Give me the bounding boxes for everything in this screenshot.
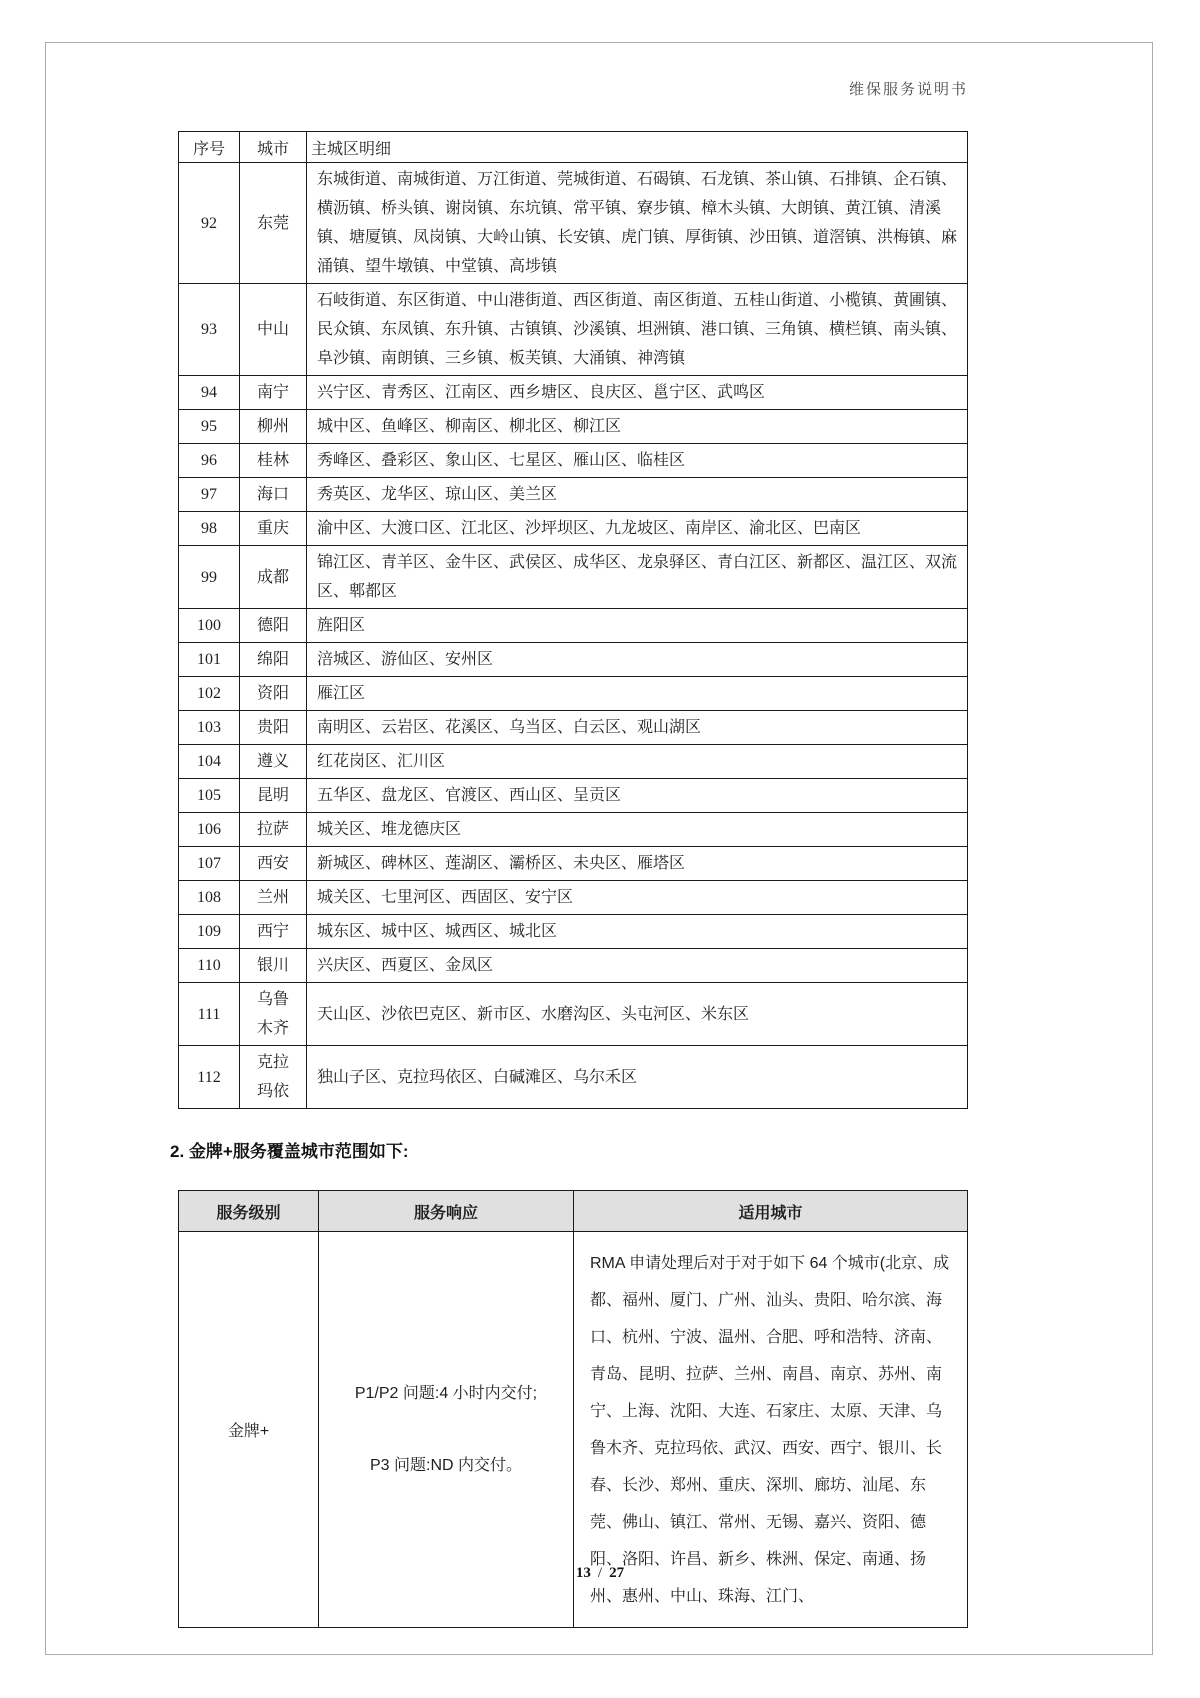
row-districts: 兴庆区、西夏区、金凤区	[307, 949, 968, 983]
row-districts: 五华区、盘龙区、官渡区、西山区、呈贡区	[307, 779, 968, 813]
table-row	[179, 410, 968, 444]
row-city: 东莞	[240, 163, 307, 284]
table-row	[179, 711, 968, 745]
row-city: 银川	[240, 949, 307, 983]
applicable-cities-cell: RMA 申请处理后对于对于如下 64 个城市(北京、成都、福州、厦门、广州、汕头、贵阳、哈尔滨、海口、杭州、宁波、温州、合肥、呼和浩特、济南、青岛、昆明、拉萨、兰州、南昌、南京、苏州、南宁、上海、沈阳、大连、石家庄、太原、天津、乌鲁木齐、克拉玛依、武汉、西安、西宁、银川、长春、长沙、郑州、重庆、深圳、廊坊、汕尾、东莞、佛山、镇江、常州、无锡、嘉兴、资阳、德阳、洛阳、许昌、新乡、株洲、保定、南通、扬州、惠州、中山、珠海、江门、	[574, 1232, 968, 1628]
row-number: 99	[179, 546, 240, 609]
table-row	[179, 643, 968, 677]
row-city: 克拉玛依	[240, 1046, 307, 1109]
row-city: 遵义	[240, 745, 307, 779]
service-level-cell: 金牌+	[179, 1232, 319, 1628]
col-header-detail: 主城区明细	[307, 132, 968, 163]
row-districts: 涪城区、游仙区、安州区	[307, 643, 968, 677]
row-number: 111	[179, 983, 240, 1046]
row-districts: 锦江区、青羊区、金牛区、武侯区、成华区、龙泉驿区、青白江区、新都区、温江区、双流区、郫都区	[307, 546, 968, 609]
row-city: 绵阳	[240, 643, 307, 677]
row-districts: 城中区、鱼峰区、柳南区、柳北区、柳江区	[307, 410, 968, 444]
row-districts: 石岐街道、东区街道、中山港街道、西区街道、南区街道、五桂山街道、小榄镇、黄圃镇、民众镇、东凤镇、东升镇、古镇镇、沙溪镇、坦洲镇、港口镇、三角镇、横栏镇、南头镇、阜沙镇、南朗镇、三乡镇、板芙镇、大涌镇、神湾镇	[307, 284, 968, 376]
table-row	[179, 881, 968, 915]
table-row	[179, 512, 968, 546]
row-districts: 城关区、堆龙德庆区	[307, 813, 968, 847]
row-number: 108	[179, 881, 240, 915]
row-districts: 南明区、云岩区、花溪区、乌当区、白云区、观山湖区	[307, 711, 968, 745]
table-row	[179, 677, 968, 711]
row-districts: 城东区、城中区、城西区、城北区	[307, 915, 968, 949]
table-row	[179, 478, 968, 512]
row-city: 柳州	[240, 410, 307, 444]
page-total: 27	[609, 1565, 625, 1581]
row-city: 德阳	[240, 609, 307, 643]
row-districts: 秀峰区、叠彩区、象山区、七星区、雁山区、临桂区	[307, 444, 968, 478]
row-number: 92	[179, 163, 240, 284]
city-table-body	[179, 163, 968, 1109]
row-number: 97	[179, 478, 240, 512]
row-districts: 秀英区、龙华区、琼山区、美兰区	[307, 478, 968, 512]
col-header-service-response: 服务响应	[319, 1191, 574, 1232]
table-row	[179, 609, 968, 643]
table-row	[179, 376, 968, 410]
table-row	[179, 745, 968, 779]
row-districts: 东城街道、南城街道、万江街道、莞城街道、石碣镇、石龙镇、茶山镇、石排镇、企石镇、横沥镇、桥头镇、谢岗镇、东坑镇、常平镇、寮步镇、樟木头镇、大朗镇、黄江镇、清溪镇、塘厦镇、凤岗镇、大岭山镇、长安镇、虎门镇、厚街镇、沙田镇、道滘镇、洪梅镇、麻涌镇、望牛墩镇、中堂镇、高埗镇	[307, 163, 968, 284]
row-city: 西安	[240, 847, 307, 881]
col-header-no: 序号	[179, 132, 240, 163]
row-city: 拉萨	[240, 813, 307, 847]
col-header-service-level: 服务级别	[179, 1191, 319, 1232]
table-row	[179, 813, 968, 847]
row-city: 南宁	[240, 376, 307, 410]
table-row	[179, 546, 968, 609]
row-number: 93	[179, 284, 240, 376]
page-separator: /	[597, 1565, 603, 1581]
row-city: 西宁	[240, 915, 307, 949]
table-row	[179, 983, 968, 1046]
table-row	[179, 779, 968, 813]
row-number: 98	[179, 512, 240, 546]
row-city: 重庆	[240, 512, 307, 546]
row-number: 102	[179, 677, 240, 711]
row-number: 95	[179, 410, 240, 444]
row-districts: 旌阳区	[307, 609, 968, 643]
row-city: 海口	[240, 478, 307, 512]
row-number: 96	[179, 444, 240, 478]
row-number: 106	[179, 813, 240, 847]
row-number: 103	[179, 711, 240, 745]
row-number: 94	[179, 376, 240, 410]
row-districts: 雁江区	[307, 677, 968, 711]
col-header-city: 城市	[240, 132, 307, 163]
row-number: 105	[179, 779, 240, 813]
table2-header-row	[179, 1191, 968, 1232]
row-city: 昆明	[240, 779, 307, 813]
row-city: 贵阳	[240, 711, 307, 745]
row-districts: 新城区、碑林区、莲湖区、灞桥区、未央区、雁塔区	[307, 847, 968, 881]
row-districts: 天山区、沙依巴克区、新市区、水磨沟区、头屯河区、米东区	[307, 983, 968, 1046]
row-number: 104	[179, 745, 240, 779]
table-row	[179, 949, 968, 983]
row-city: 乌鲁木齐	[240, 983, 307, 1046]
table-row	[179, 163, 968, 284]
row-districts: 红花岗区、汇川区	[307, 745, 968, 779]
table-row	[179, 444, 968, 478]
row-city: 成都	[240, 546, 307, 609]
page-content	[170, 0, 968, 1628]
table-row	[179, 915, 968, 949]
row-number: 109	[179, 915, 240, 949]
row-number: 112	[179, 1046, 240, 1109]
row-number: 110	[179, 949, 240, 983]
row-city: 中山	[240, 284, 307, 376]
row-number: 101	[179, 643, 240, 677]
row-city: 兰州	[240, 881, 307, 915]
table1-header-row	[179, 132, 968, 163]
row-districts: 独山子区、克拉玛依区、白碱滩区、乌尔禾区	[307, 1046, 968, 1109]
page-current: 13	[575, 1565, 591, 1581]
doc-title: 维保服务说明书	[848, 82, 968, 98]
row-districts: 城关区、七里河区、西固区、安宁区	[307, 881, 968, 915]
table-row	[179, 284, 968, 376]
service-response-p2: P3 问题:ND 内交付。	[369, 1456, 523, 1474]
col-header-applicable-city: 适用城市	[574, 1191, 968, 1232]
service-coverage-table	[178, 1190, 968, 1628]
service-response-p1: P1/P2 问题:4 小时内交付;	[354, 1384, 538, 1402]
row-number: 107	[179, 847, 240, 881]
city-districts-table	[178, 131, 968, 1109]
row-districts: 渝中区、大渡口区、江北区、沙坪坝区、九龙坡区、南岸区、渝北区、巴南区	[307, 512, 968, 546]
row-city: 资阳	[240, 677, 307, 711]
table-row	[179, 847, 968, 881]
table-row	[179, 1046, 968, 1109]
row-number: 100	[179, 609, 240, 643]
page-number	[0, 1565, 1200, 1582]
row-districts: 兴宁区、青秀区、江南区、西乡塘区、良庆区、邕宁区、武鸣区	[307, 376, 968, 410]
row-city: 桂林	[240, 444, 307, 478]
section-heading: 2. 金牌+服务覆盖城市范围如下:	[170, 1142, 409, 1161]
